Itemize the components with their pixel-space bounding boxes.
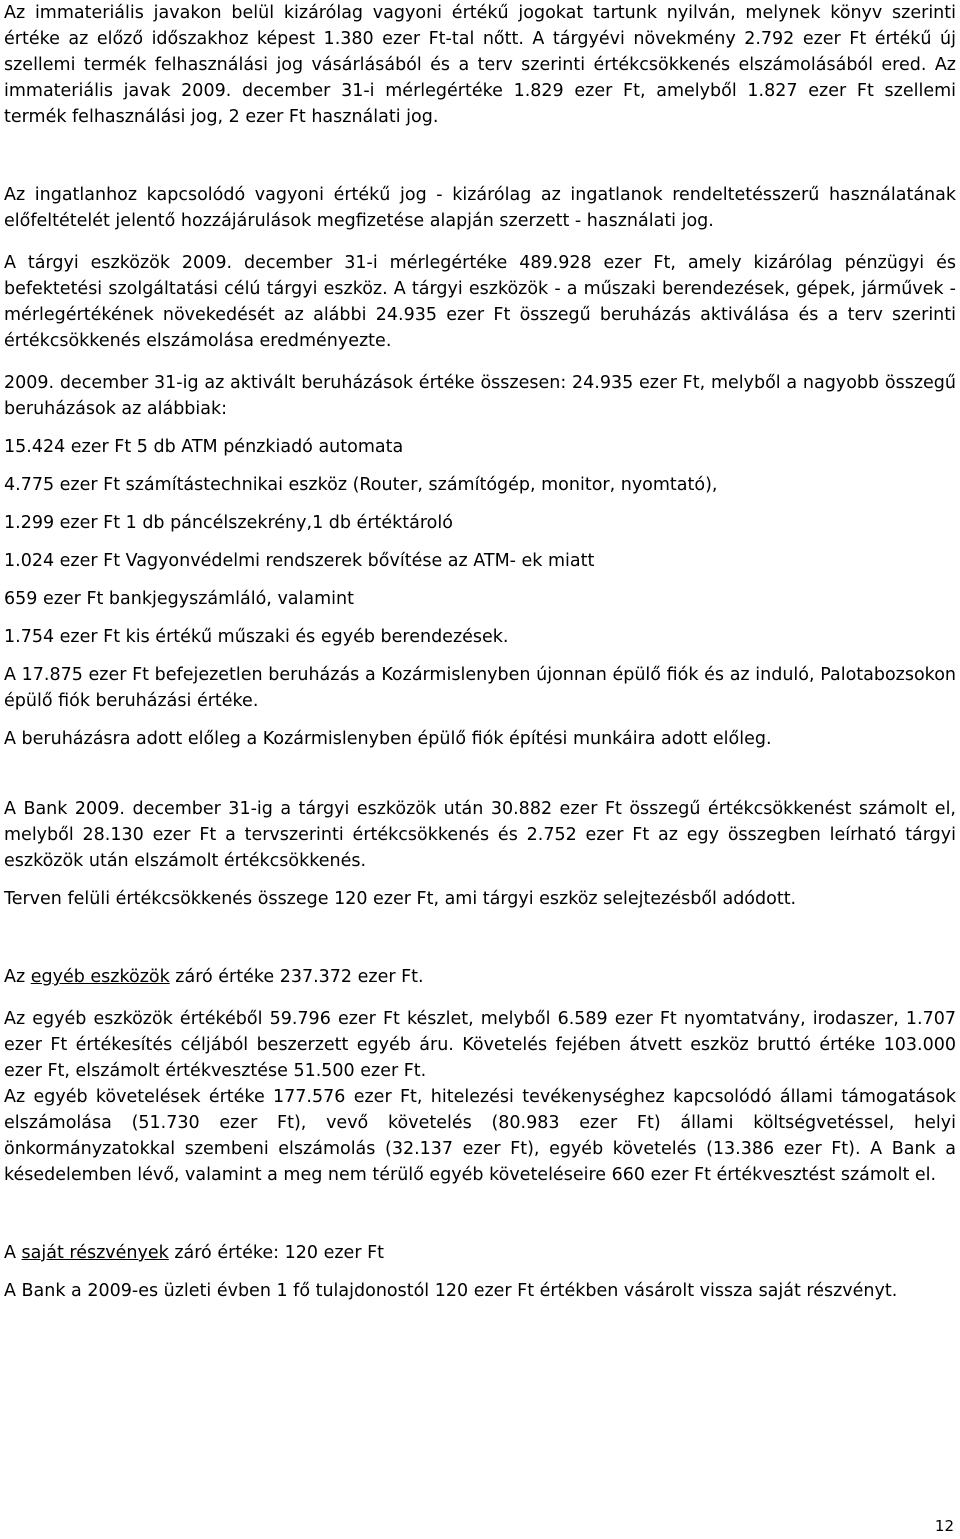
text-segment: A (4, 1243, 22, 1263)
paragraph-advance-payment: A beruházásra adott előleg a Kozármislenyben épülő fiók építési munkáira adott előleg. (4, 729, 772, 749)
list-item: 1.024 ezer Ft Vagyonvédelmi rendszerek bővítése az ATM- ek miatt (4, 551, 595, 571)
page-number: 12 (934, 1517, 954, 1535)
paragraph-tangible-assets: A tárgyi eszközök 2009. december 31-i mérlegértéke 489.928 ezer Ft, amely kizárólag pénzügyi és befektetési szolgáltatási célú tárgyi eszköz. A tárgyi eszközök - a műszaki berendezések, gépek, járművek - mérlegértékének növekedését az alábbi 24.935 ezer Ft összegű beruházás aktiválása és a terv szerinti értékcsökkenés elszámolása eredményezte. (4, 253, 956, 351)
paragraph-other-receivables: Az egyéb követelések értéke 177.576 ezer Ft, hitelezési tevékenységhez kapcsolódó állami támogatások elszámolása (51.730 ezer Ft), vevő követelés (80.983 ezer Ft) állami költségvetéssel, helyi önkormányzatokkal szembeni elszámolás (32.137 ezer Ft), egyéb követelés (13.386 ezer Ft). A Bank a késedelemben lévő, valamint a meg nem térülő egyéb követeléseire 660 ezer Ft értékvesztést számolt el. (4, 1087, 956, 1185)
investment-list (4, 434, 956, 650)
text-segment: Az (4, 967, 31, 987)
document-page (4, 0, 956, 1304)
list-item: 15.424 ezer Ft 5 db ATM pénzkiadó automata (4, 437, 404, 457)
list-item: 1.299 ezer Ft 1 db páncélszekrény,1 db értéktároló (4, 513, 453, 533)
underlined-term-own-shares: saját részvények (21, 1243, 169, 1263)
paragraph-own-shares-purchase: A Bank a 2009-es üzleti évben 1 fő tulajdonostól 120 ezer Ft értékben vásárolt vissza saját részvényt. (4, 1281, 898, 1301)
paragraph-capitalized-investments: 2009. december 31-ig az aktivált beruházások értéke összesen: 24.935 ezer Ft, melyből a nagyobb összegű beruházások az alábbiak: (4, 373, 956, 419)
text-segment: záró értéke: 120 ezer Ft (168, 1243, 385, 1263)
list-item: 4.775 ezer Ft számítástechnikai eszköz (Router, számítógép, monitor, nyomtató), (4, 475, 718, 495)
list-item: 659 ezer Ft bankjegyszámláló, valamint (4, 589, 354, 609)
paragraph-property-rights: Az ingatlanhoz kapcsolódó vagyoni értékű jog - kizárólag az ingatlanok rendeltetésszerű használatának előfeltételét jelentő hozzájárulások megfizetése alapján szerzett - használati jog. (4, 185, 956, 231)
text-segment: záró értéke 237.372 ezer Ft. (169, 967, 424, 987)
paragraph-extraordinary-depreciation: Terven felüli értékcsökkenés összege 120 ezer Ft, ami tárgyi eszköz selejtezésből adódott. (4, 889, 797, 909)
paragraph-other-assets-total (4, 964, 956, 990)
paragraph-unfinished-investment: A 17.875 ezer Ft befejezetlen beruházás a Kozármislenyben újonnan épülő fiók és az induló, Palotabozsokon épülő fiók beruházási értéke. (4, 665, 956, 711)
paragraph-depreciation: A Bank 2009. december 31-ig a tárgyi eszközök után 30.882 ezer Ft összegű értékcsökkenést számolt el, melyből 28.130 ezer Ft a tervszerinti értékcsökkenés és 2.752 ezer Ft az egy összegben leírható tárgyi eszközök után elszámolt értékcsökkenés. (4, 799, 956, 871)
list-item: 1.754 ezer Ft kis értékű műszaki és egyéb berendezések. (4, 627, 509, 647)
underlined-term-other-assets: egyéb eszközök (30, 967, 170, 987)
paragraph-own-shares-total (4, 1240, 956, 1266)
paragraph-other-assets-detail: Az egyéb eszközök értékéből 59.796 ezer Ft készlet, melyből 6.589 ezer Ft nyomtatvány, irodaszer, 1.707 ezer Ft értékesítés céljából beszerzett egyéb áru. Követelés fejében átvett eszköz bruttó értéke 103.000 ezer Ft, elszámolt értékvesztése 51.500 ezer Ft. (4, 1009, 956, 1081)
paragraph-intangible-assets: Az immateriális javakon belül kizárólag vagyoni értékű jogokat tartunk nyilván, melynek könyv szerinti értéke az előző időszakhoz képest 1.380 ezer Ft-tal nőtt. A tárgyévi növekmény 2.792 ezer Ft értékű új szellemi termék felhasználási jog vásárlásából és a terv szerinti értékcsökkenés elszámolásából ered. Az immateriális javak 2009. december 31-i mérlegértéke 1.829 ezer Ft, amelyből 1.827 ezer Ft szellemi termék felhasználási jog, 2 ezer Ft használati jog. (4, 3, 956, 127)
